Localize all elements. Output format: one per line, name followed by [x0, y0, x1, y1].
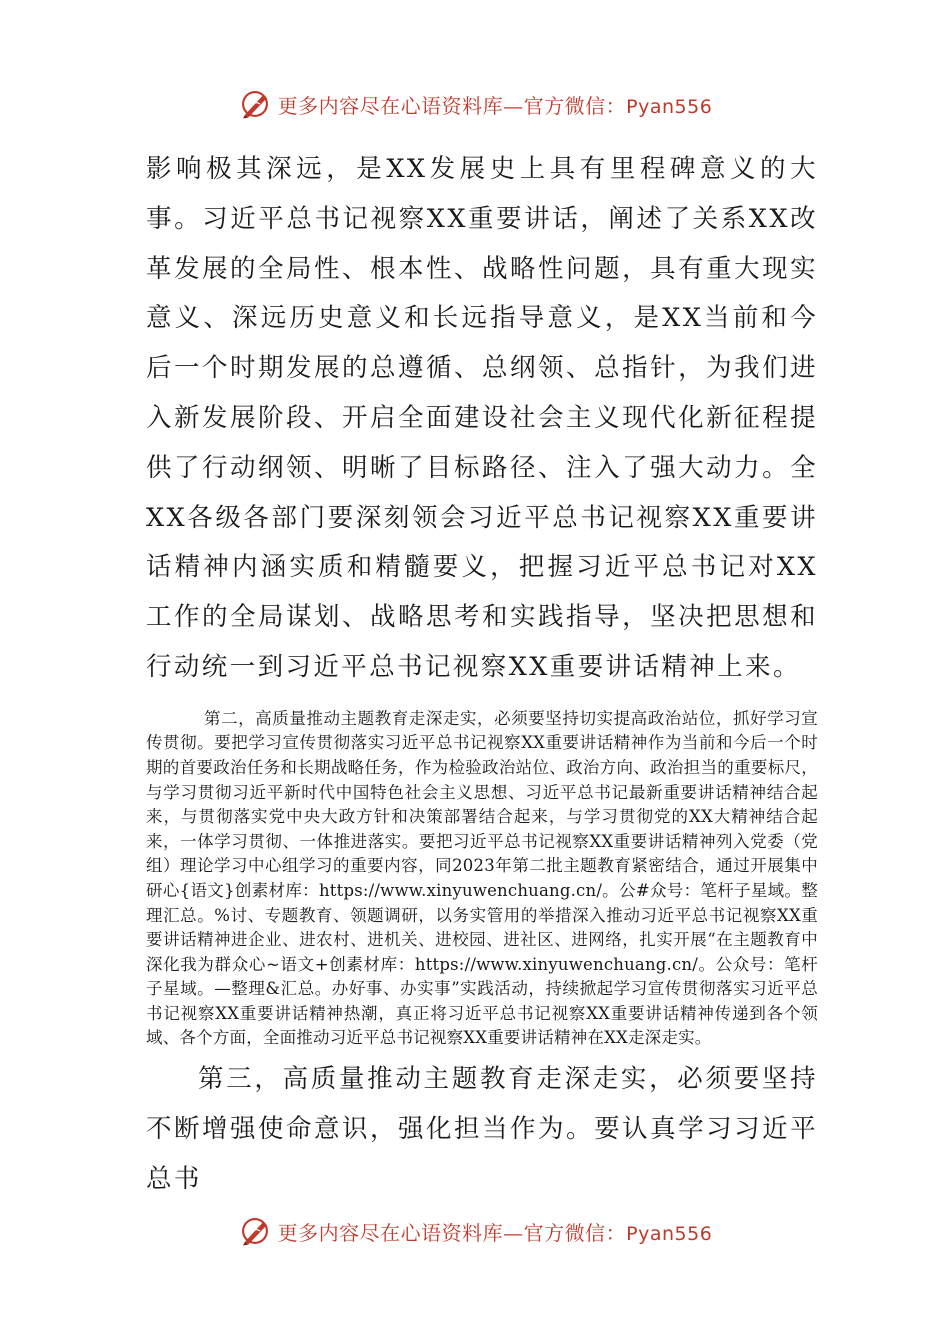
watermark-wechat-id: Pyan556: [626, 95, 713, 118]
paragraph-2: 第二，高质量推动主题教育走深走实，必须要坚持切实提高政治站位，抓好学习宣传贯彻。要把学习宣传贯彻落实习近平总书记视察XX重要讲话精神作为当前和今后一个时期的首要政治任务和长期战略任务，作为检验政治站位、政治方向、政治担当的重要标尺，与学习贯彻习近平新时代中国特色社会主义思想、习近平总书记最新重要讲话精神结合起来，与贯彻落实党中央大政方针和决策部署结合起来，与学习贯彻党的XX大精神结合起来，一体学习贯彻、一体推进落实。要把习近平总书记视察XX重要讲话精神列入党委（党组）理论学习中心组学习的重要内容，同2023年第二批主题教育紧密结合，通过开展集中研心{语文}创素材库：https://www.xinyuwenchuang.cn/。公#众号：笔杆子星域。整理汇总。%讨、专题教育、领题调研，以务实管用的举措深入推动习近平总书记视察XX重要讲话精神进企业、进农村、进机关、进校园、进社区、进网络，扎实开展“在主题教育中深化我为群众心~语文+创素材库：https://www.xinyuwenchuang.cn/。公众号：笔杆子星域。—整理&汇总。办好事、办实事”实践活动，持续掀起学习宣传贯彻落实习近平总书记视察XX重要讲话精神热潮，真正将习近平总书记视察XX重要讲话精神传递到各个领域、各个方面，全面推动习近平总书记视察XX重要讲话精神在XX走深走实。: [146, 708, 818, 1048]
watermark-footer: [0, 1211, 950, 1251]
watermark-text: 更多内容尽在心语资料库—官方微信：: [277, 1220, 627, 1245]
pen-logo-icon: [238, 1214, 272, 1248]
pen-logo-icon: [238, 87, 272, 121]
document-body: [146, 145, 818, 1204]
watermark-wechat-id: Pyan556: [626, 1222, 713, 1245]
paragraph-3: 第三，高质量推动主题教育走深走实，必须要坚持不断增强使命意识，强化担当作为。要认真学习习近平总书: [146, 1064, 818, 1194]
watermark-header: [0, 84, 950, 124]
paragraph-1: 影响极其深远，是XX发展史上具有里程碑意义的大事。习近平总书记视察XX重要讲话，阐述了关系XX改革发展的全局性、根本性、战略性问题，具有重大现实意义、深远历史意义和长远指导意义，是XX当前和今后一个时期发展的总遵循、总纲领、总指针，为我们进入新发展阶段、开启全面建设社会主义现代化新征程提供了行动纲领、明晰了目标路径、注入了强大动力。全XX各级各部门要深刻领会习近平总书记视察XX重要讲话精神内涵实质和精髓要义，把握习近平总书记对XX工作的全局谋划、战略思考和实践指导，坚决把思想和行动统一到习近平总书记视察XX重要讲话精神上来。: [146, 154, 818, 682]
watermark-text: 更多内容尽在心语资料库—官方微信：: [277, 93, 627, 118]
